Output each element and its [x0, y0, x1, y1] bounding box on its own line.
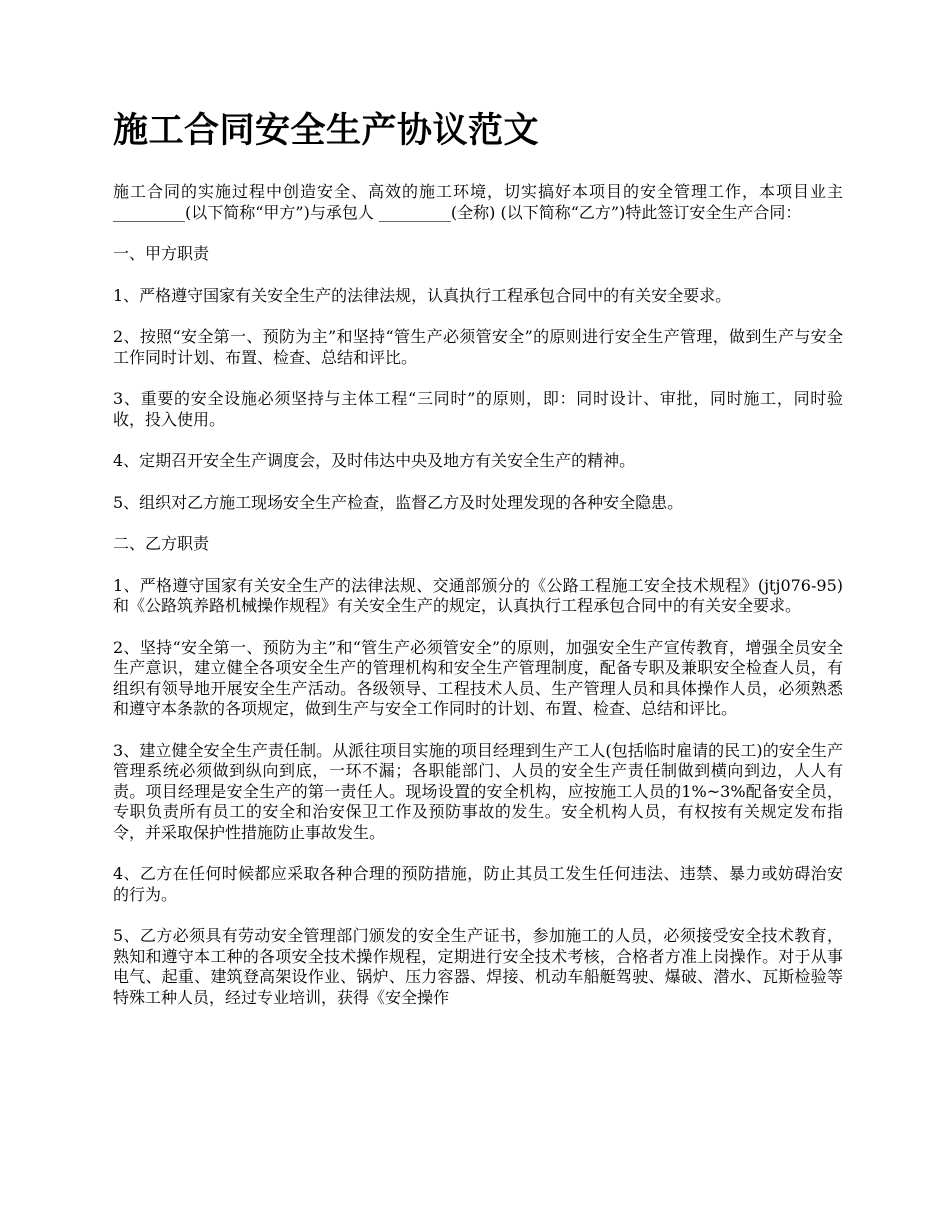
party-a-item-5: 5、组织对乙方施工现场安全生产检查，监督乙方及时处理发现的各种安全隐患。 [113, 492, 684, 512]
section-heading-party-a: 一、甲方职责 [113, 244, 210, 263]
party-a-item-3: 3、重要的安全设施必须坚持与主体工程“三同时”的原则，即：同时设计、审批，同时施工，同时验收，投入使用。 [113, 389, 843, 429]
document-page [113, 108, 843, 1029]
party-a-item-2: 2、按照“安全第一、预防为主”和坚持“管生产必须管安全”的原则进行安全生产管理，做到生产与安全工作同时计划、布置、检查、总结和评比。 [113, 327, 843, 367]
party-b-item-1: 1、严格遵守国家有关安全生产的法律法规、交通部颁分的《公路工程施工安全技术规程》(jtj076-95)和《公路筑养路机械操作规程》有关安全生产的规定，认真执行工程承包合同中的有关安全要求。 [113, 575, 843, 615]
party-a-item-4: 4、定期召开安全生产调度会，及时伟达中央及地方有关安全生产的精神。 [113, 451, 636, 470]
party-b-item-5: 5、乙方必须具有劳动安全管理部门颁发的安全生产证书，参加施工的人员，必须接受安全技术教育，熟知和遵守本工种的各项安全技术操作规程，定期进行安全技术考核，合格者方准上岗操作。对于从事电气、起重、建筑登高架设作业、锅炉、压力容器、焊接、机动车船艇驾驶、爆破、潜水、瓦斯检验等特殊工种人员，经过专业培训，获得《安全操作 [113, 926, 843, 1007]
document-title: 施工合同安全生产协议范文 [113, 110, 540, 151]
party-b-item-2: 2、坚持“安全第一、预防为主”和“管生产必须管安全”的原则，加强安全生产宣传教育，增强全员安全生产意识，建立健全各项安全生产的管理机构和安全生产管理制度，配备专职及兼职安全检查人员，有组织有领导地开展安全生产活动。各级领导、工程技术人员、生产管理人员和具体操作人员，必须熟悉和遵守本条款的各项规定，做到生产与安全工作同时的计划、布置、检查、总结和评比。 [113, 637, 843, 718]
section-heading-party-b: 二、乙方职责 [113, 534, 210, 553]
party-b-item-4: 4、乙方在任何时候都应采取各种合理的预防措施，防止其员工发生任何违法、违禁、暴力或妨碍治安的行为。 [113, 864, 843, 904]
party-b-item-3: 3、建立健全安全生产责任制。从派往项目实施的项目经理到生产工人(包括临时雇请的民工)的安全生产管理系统必须做到纵向到底，一环不漏；各职能部门、人员的安全生产责任制做到横向到边，人人有责。项目经理是安全生产的第一责任人。现场设置的安全机构，应按施工人员的1%~3%配备安全员，专职负责所有员工的安全和治安保卫工作及预防事故的发生。安全机构人员，有权按有关规定发布指令，并采取保护性措施防止事故发生。 [113, 740, 843, 842]
party-a-item-1: 1、严格遵守国家有关安全生产的法律法规，认真执行工程承包合同中的有关安全要求。 [113, 285, 732, 305]
intro-paragraph: 施工合同的实施过程中创造安全、高效的施工环境，切实搞好本项目的安全管理工作，本项目业主_________(以下简称“甲方”)与承包人 _________(全称) (以下简称“乙方”)特此签订安全生产合同： [113, 182, 843, 222]
